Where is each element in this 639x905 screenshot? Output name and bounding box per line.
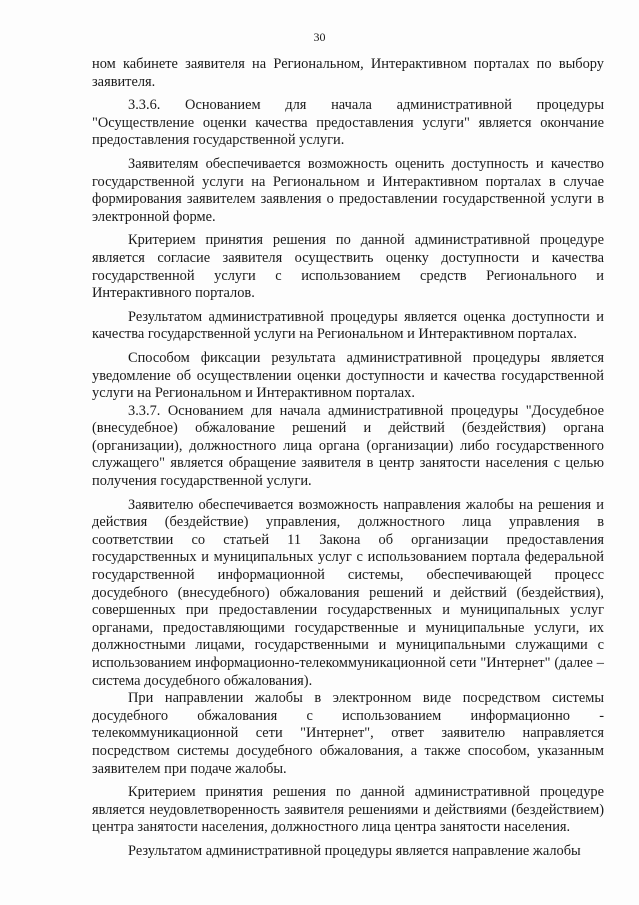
paragraph: ном кабинете заявителя на Региональном, Интерактивном порталах по выбору заявителя. [92, 56, 604, 90]
page-number: 30 [313, 30, 326, 44]
paragraph: 3.3.7. Основанием для начала административной процедуры "Досудебное (внесудебное) обжалование решений и действий (бездействия) органа (организации), должностного лица органа (организации) либо государственного служащего" является обращение заявителя в центр занятости населения с целью получения государственной услуги. [92, 402, 604, 490]
paragraph: Результатом административной процедуры является направление жалобы [128, 842, 581, 859]
paragraph: Заявителю обеспечивается возможность направления жалобы на решения и действия (бездействие) управления, должностного лица управления в соответствии со статьей 11 Закона об организации предоставления государственных и муниципальных услуг с использованием портала федеральной государственной информационной системы, обеспечивающей процесс досудебного (внесудебного) обжалования решений и действий (бездействия), совершенных при предоставлении государственных и муниципальных услуг органами, предоставляющими государственные и муниципальные услуги, их должностными лицами, государственными и муниципальными служащими с использованием информационно-телекоммуникационной сети "Интернет" (далее – система досудебного обжалования). [92, 496, 604, 689]
paragraph: Способом фиксации результата административной процедуры является уведомление об осуществлении оценки доступности и качества государственной услуги на Региональном и Интерактивном порталах. [92, 349, 604, 402]
document-body [92, 56, 604, 867]
paragraph: Критерием принятия решения по данной административной процедуре является согласие заявителя осуществить оценку доступности и качества государственной услуги с использованием средств Регионального и Интерактивного порталов. [92, 232, 604, 302]
paragraph: При направлении жалобы в электронном виде посредством системы досудебного обжалования с использованием информационно - телекоммуникационной сети "Интернет", ответ заявителю направляется посредством системы досудебного обжалования, а также способом, указанным заявителем при подаче жалобы. [92, 690, 604, 777]
paragraph: Результатом административной процедуры является оценка доступности и качества государственной услуги на Региональном и Интерактивном порталах. [92, 308, 604, 343]
paragraph: Заявителям обеспечивается возможность оценить доступность и качество государственной услуги на Региональном и Интерактивном порталах в случае формирования заявителем заявления о предоставлении государственной услуги в электронной форме. [92, 155, 604, 225]
paragraph: 3.3.6. Основанием для начала административной процедуры "Осуществление оценки качества предоставления услуги" является окончание предоставления государственной услуги. [92, 97, 604, 149]
paragraph: Критерием принятия решения по данной административной процедуре является неудовлетворенность заявителя решениями и действиями (бездействием) центра занятости населения, должностного лица центра занятости населения. [92, 784, 604, 836]
